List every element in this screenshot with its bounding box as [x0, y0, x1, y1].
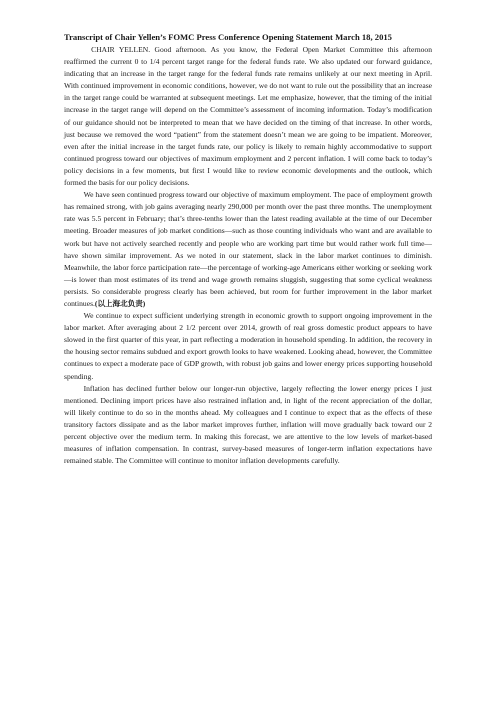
- paragraph-2-text: We have seen continued progress toward our objective of maximum employment. The pace of employment growth has remained strong, with job gains averaging nearly 290,000 per month over the past three months. The unemployment rate was 5.5 percent in February; that’s three-tenths lower than the latest reading available at the time of our December meeting. Broader measures of job market conditions—such as those counting individuals who want and are available to work but have not actively searched recently and people who are working part time but would rather work full time—have shown similar improvement. As we noted in our statement, slack in the labor market continues to diminish. Meanwhile, the labor force participation rate—the percentage of working-age Americans either working or seeking work—is lower than most estimates of its trend and wage growth remains sluggish, suggesting that some cyclical weakness persists. So considerable progress clearly has been achieved, but room for further improvement in the labor market continues.: [64, 190, 432, 308]
- paragraph-2: [64, 189, 432, 310]
- document-title: Transcript of Chair Yellen’s FOMC Press Conference Opening Statement March 18, 2015: [64, 32, 392, 42]
- paragraph-2-note: (以上海北负责): [94, 298, 146, 308]
- paragraph-1-text: CHAIR YELLEN. Good afternoon. As you know, the Federal Open Market Committee this afternoon reaffirmed the current 0 to 1/4 percent target range for the federal funds rate. We also updated our forward guidance, indicating that an increase in the target range for the federal funds rate remains unlikely at our next meeting in April. With continued improvement in economic conditions, however, we do not want to rule out the possibility that an increase in the target range could be warranted at subsequent meetings. Let me emphasize, however, that the timing of the initial increase in the target range will depend on the Committee’s assessment of incoming information. Today’s modification of our guidance should not be interpreted to mean that we have decided on the timing of that increase. In other words, just because we removed the word “patient” from the statement doesn’t mean we are going to be impatient. Moreover, even after the initial increase in the target funds rate, our policy is likely to remain highly accommodative to support continued progress toward our objectives of maximum employment and 2 percent inflation. I will come back to today’s policy decisions in a few moments, but first I would like to review economic developments and the outlook, which formed the basis for our policy decisions.: [64, 45, 432, 188]
- paragraph-3: [64, 310, 432, 383]
- paragraph-1: [64, 44, 432, 189]
- paragraph-3-text: We continue to expect sufficient underlying strength in economic growth to support ongoing improvement in the labor market. After averaging about 2 1/2 percent over 2014, growth of real gross domestic product appears to have slowed in the first quarter of this year, in part reflecting a moderation in household spending. In addition, the recovery in the housing sector remains subdued and export growth looks to have weakened. Looking ahead, however, the Committee continues to expect a moderate pace of GDP growth, with robust job gains and lower energy prices supporting household spending.: [64, 311, 432, 381]
- paragraph-4-text: Inflation has declined further below our longer-run objective, largely reflecting the lower energy prices I just mentioned. Declining import prices have also restrained inflation and, in light of the recent appreciation of the dollar, will likely continue to do so in the months ahead. My colleagues and I continue to expect that as the effects of these transitory factors dissipate and as the labor market improves further, inflation will move gradually back toward our 2 percent objective over the medium term. In making this forecast, we are attentive to the low levels of market-based measures of inflation compensation. In contrast, survey-based measures of longer-term inflation expectations have remained stable. The Committee will continue to monitor inflation developments carefully.: [64, 383, 432, 466]
- paragraph-4: [64, 383, 432, 468]
- document-page: [64, 31, 432, 467]
